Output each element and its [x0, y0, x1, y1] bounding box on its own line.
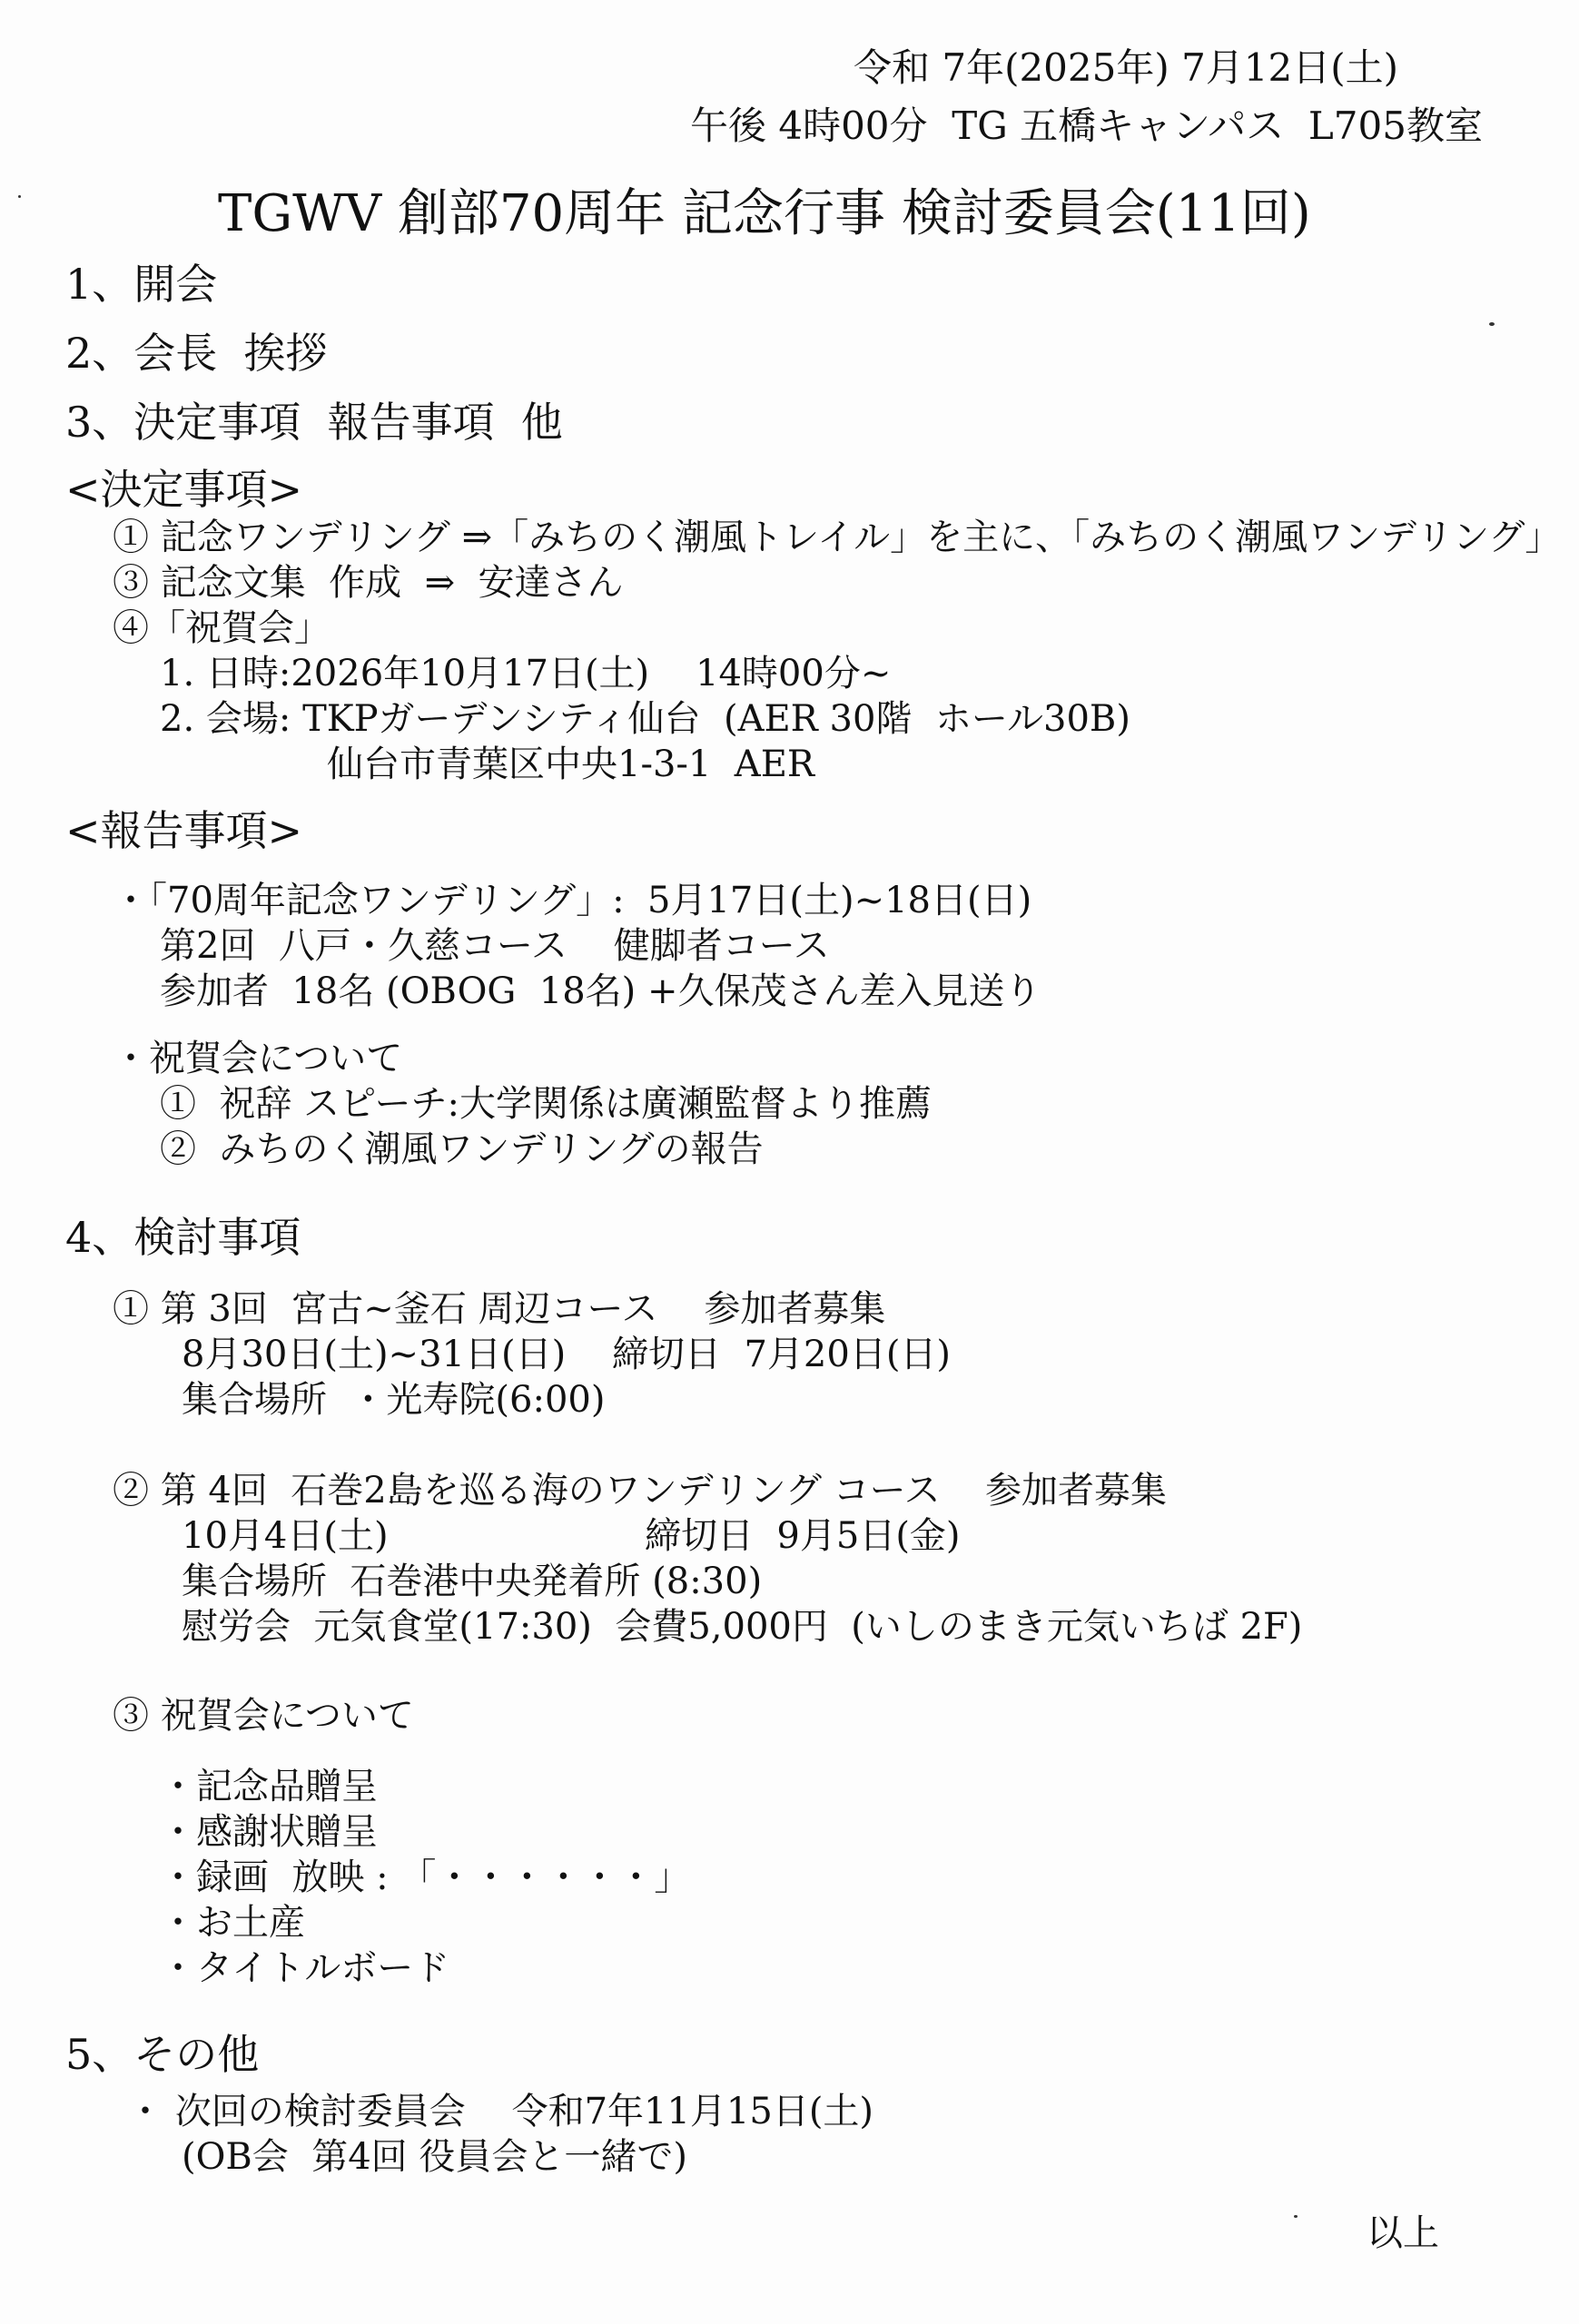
report-1-line-3: 参加者 18名 (OBOG 18名) +久保茂さん差入見送り	[160, 970, 1041, 1012]
list-item: ・録画 放映 : 「・・・・・・」	[160, 1856, 691, 1898]
meeting-date: 令和 7年(2025年) 7月12日(土)	[854, 45, 1399, 90]
section-opening: 1、開会	[65, 260, 218, 309]
discussion-1-line-2: 8月30日(土)~31日(日) 締切日 7月20日(日)	[182, 1334, 952, 1375]
discussion-1-line-3: 集合場所 ・光寿院(6:00)	[182, 1379, 606, 1421]
next-meeting: ・ 次回の検討委員会 令和7年11月15日(土)	[127, 2091, 874, 2132]
report-2-line-3: ② みちのく潮風ワンデリングの報告	[160, 1128, 764, 1170]
celebration-address: 仙台市青葉区中央1-3-1 AER	[327, 743, 815, 785]
closing-mark: 以上	[1367, 2212, 1439, 2254]
decision-item-3: ③ 記念文集 作成 ⇒ 安達さん	[113, 562, 624, 604]
report-1-line-2: 第2回 八戸・久慈コース 健脚者コース	[160, 925, 830, 967]
decisions-heading: <決定事項>	[65, 465, 303, 514]
report-2-line-1: ・祝賀会について	[113, 1038, 403, 1079]
report-1-line-1: ・「70周年記念ワンデリング」: 5月17日(土)~18日(日)	[113, 880, 1032, 921]
list-item: ・記念品贈呈	[160, 1766, 378, 1807]
next-meeting-note: (OB会 第4回 役員会と一緒で)	[182, 2136, 687, 2178]
report-2-line-2: ① 祝辞 スピーチ:大学関係は廣瀬監督より推薦	[160, 1083, 933, 1125]
celebration-venue: 2. 会場: TKPガーデンシティ仙台 (AER 30階 ホール30B)	[160, 698, 1130, 740]
section-decisions-reports: 3、決定事項 報告事項 他	[65, 398, 563, 447]
list-item: ・タイトルボード	[160, 1947, 450, 1989]
decision-item-1: ① 記念ワンデリング ⇒「みちのく潮風トレイル」を主に、「みちのく潮風ワンデリング」	[113, 517, 1562, 558]
discussion-3-line-1: ③ 祝賀会について	[113, 1695, 414, 1737]
page-title: TGWV 創部70周年 記念行事 検討委員会(11回)	[218, 184, 1311, 243]
scan-speck	[1489, 322, 1495, 326]
section-greeting: 2、会長 挨拶	[65, 329, 328, 378]
scan-speck	[1294, 2215, 1298, 2218]
discussion-2-line-2: 10月4日(土)	[182, 1515, 389, 1557]
list-item: ・感謝状贈呈	[160, 1811, 378, 1853]
celebration-date: 1. 日時:2026年10月17日(土) 14時00分~	[160, 653, 892, 694]
discussion-heading: 4、検討事項	[65, 1213, 301, 1262]
scan-speck	[18, 195, 21, 198]
other-heading: 5、その他	[65, 2030, 260, 2079]
discussion-2-line-1: ② 第 4回 石巻2島を巡る海のワンデリング コース	[113, 1470, 941, 1512]
discussion-2-line-3: 集合場所 石巻港中央発着所 (8:30)	[182, 1561, 763, 1602]
discussion-2-deadline: 締切日 9月5日(金)	[645, 1515, 961, 1557]
decision-item-4: ④「祝賀会」	[113, 607, 331, 649]
discussion-2-recruit: 参加者募集	[985, 1470, 1167, 1512]
list-item: ・お土産	[160, 1902, 305, 1944]
reports-heading: <報告事項>	[65, 806, 303, 855]
meeting-time-place: 午後 4時00分 TG 五橋キャンパス L705教室	[690, 103, 1483, 148]
discussion-1-line-1: ① 第 3回 宮古~釜石 周辺コース 参加者募集	[113, 1288, 886, 1330]
discussion-2-line-4: 慰労会 元気食堂(17:30) 会費5,000円 (いしのまき元気いちば 2F)	[182, 1606, 1303, 1648]
